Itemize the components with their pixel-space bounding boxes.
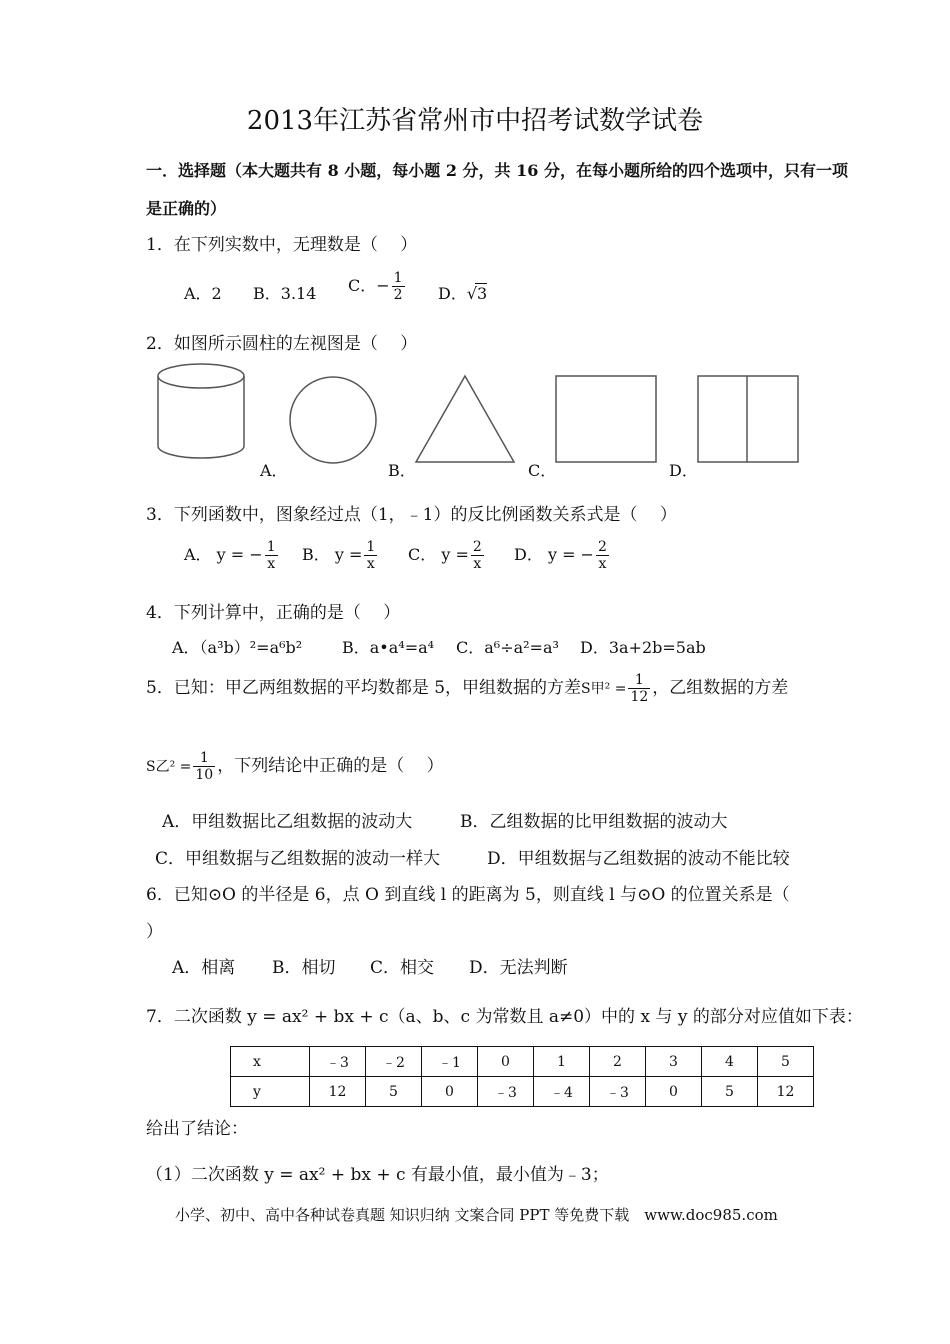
section-heading: 一．选择题（本大题共有 8 小题，每小题 2 分，共 16 分，在每小题所给的四个选项中，只有一项 — [146, 161, 848, 180]
q3-option-d: D． y = − $\frac{2}{x}$ — [514, 539, 607, 572]
triangle-option-figure — [416, 376, 514, 462]
q1-option-d: D．√3 — [438, 284, 488, 303]
q5-option-d: D．甲组数据与乙组数据的波动不能比较 — [487, 849, 790, 869]
table-cell: 12 — [758, 1077, 814, 1107]
table-cell: 0 — [646, 1077, 702, 1107]
q2-option-b: B． — [388, 461, 416, 480]
table-cell: x — [231, 1047, 310, 1077]
q2-option-a: A． — [260, 461, 288, 480]
table-row-y — [231, 1077, 814, 1107]
table-cell: 1 — [534, 1047, 590, 1077]
question-5-stem-cont: S乙² = $\frac{1}{10}$ ，下列结论中正确的是（ ） — [146, 750, 444, 783]
q4-option-c: C．a⁶÷a²=a³ — [456, 638, 559, 657]
value-table — [230, 1046, 814, 1107]
table-cell: ﹣3 — [590, 1077, 646, 1107]
question-3-stem: 3．下列函数中，图象经过点（1，﹣1）的反比例函数关系式是（ ） — [146, 505, 677, 525]
q5-option-a: A．甲组数据比乙组数据的波动大 — [162, 812, 413, 832]
q6-option-c: C．相交 — [370, 958, 435, 978]
q1-option-b: B．3.14 — [253, 284, 317, 303]
q2-figures — [0, 360, 950, 480]
page-footer: 小学、初中、高中各种试卷真题 知识归纳 文案合同 PPT 等免费下载 www.doc985.com — [175, 1206, 778, 1224]
table-cell: 3 — [646, 1047, 702, 1077]
q6-option-a: A．相离 — [172, 958, 236, 978]
q1-option-c: C．− $\frac{1}{2}$ — [348, 270, 403, 303]
q2-option-d: D． — [669, 461, 698, 480]
q6-option-b: B．相切 — [272, 958, 336, 978]
circle-option-figure — [290, 377, 376, 463]
conclusion-label: 给出了结论： — [146, 1119, 248, 1139]
table-cell: ﹣1 — [422, 1047, 478, 1077]
question-1-stem: 1．在下列实数中，无理数是（ ） — [146, 235, 418, 255]
table-cell: 12 — [310, 1077, 366, 1107]
table-cell: 2 — [590, 1047, 646, 1077]
split-rect-option-figure — [698, 376, 798, 462]
q3-option-c: C． y = $\frac{2}{x}$ — [408, 539, 482, 572]
section-heading-cont: 是正确的） — [146, 199, 227, 218]
table-cell: ﹣4 — [534, 1077, 590, 1107]
q2-option-c: C． — [528, 461, 557, 480]
question-6-stem: 6．已知⊙O 的半径是 6，点 O 到直线 l 的距离为 5，则直线 l 与⊙O 的位置关系是（ — [146, 885, 790, 905]
square-option-figure — [556, 376, 656, 462]
table-cell: 4 — [702, 1047, 758, 1077]
q6-option-d: D．无法判断 — [469, 958, 568, 978]
cylinder-figure — [158, 364, 244, 458]
q4-option-d: D．3a+2b=5ab — [580, 638, 706, 657]
question-4-stem: 4．下列计算中，正确的是（ ） — [146, 603, 401, 623]
table-cell: 0 — [422, 1077, 478, 1107]
question-7-stem: 7．二次函数 y = ax² + bx + c（a、b、c 为常数且 a≠0）中的 x 与 y 的部分对应值如下表： — [146, 1007, 863, 1027]
question-5-stem: 5．已知：甲乙两组数据的平均数都是 5，甲组数据的方差S甲² = $\frac{1}{12}$ ，乙组数据的方差 — [146, 672, 789, 705]
table-cell: 5 — [702, 1077, 758, 1107]
table-cell: ﹣3 — [478, 1077, 534, 1107]
q5-option-c: C．甲组数据与乙组数据的波动一样大 — [155, 849, 441, 869]
q3-option-a: A． y = − $\frac{1}{x}$ — [184, 539, 276, 572]
table-row-x — [231, 1047, 814, 1077]
table-cell: y — [231, 1077, 310, 1107]
table-cell: 5 — [366, 1077, 422, 1107]
q5-option-b: B．乙组数据的比甲组数据的波动大 — [460, 812, 728, 832]
table-cell: 5 — [758, 1047, 814, 1077]
table-cell: ﹣3 — [310, 1047, 366, 1077]
table-cell: 0 — [478, 1047, 534, 1077]
question-6-stem-close: ） — [146, 922, 163, 942]
q4-option-a: A．（a³b）²=a⁶b² — [172, 638, 303, 657]
page-title: 2013年江苏省常州市中招考试数学试卷 — [246, 106, 704, 136]
conclusion-1: （1）二次函数 y = ax² + bx + c 有最小值，最小值为﹣3； — [146, 1165, 609, 1185]
q3-option-b: B． y = $\frac{1}{x}$ — [302, 539, 376, 572]
q4-option-b: B．a•a⁴=a⁴ — [342, 638, 435, 657]
question-2-stem: 2．如图所示圆柱的左视图是（ ） — [146, 334, 418, 354]
q1-option-a: A．2 — [184, 284, 222, 303]
table-cell: ﹣2 — [366, 1047, 422, 1077]
